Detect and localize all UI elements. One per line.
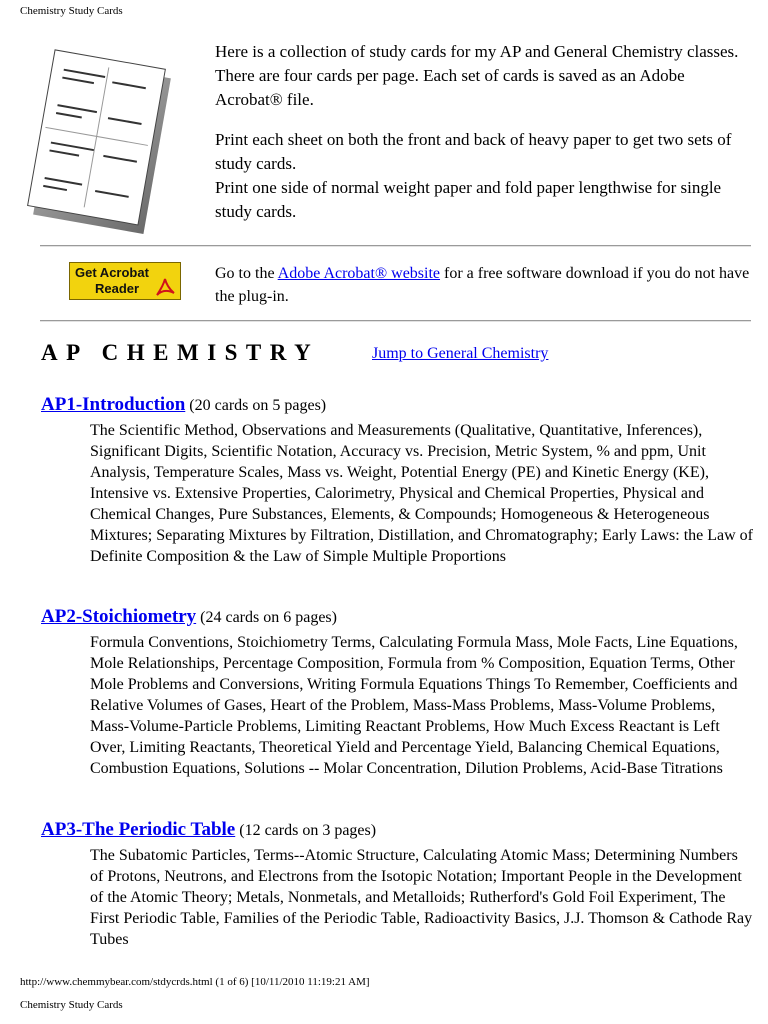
acrobat-badge-line1: Get Acrobat xyxy=(75,265,149,280)
acrobat-note-text-1: Go to the xyxy=(215,265,278,282)
topic-heading xyxy=(41,394,753,417)
topic-description: The Scientific Method, Observations and Measurements (Qualitative, Quantitative, Inferences), Significant Digits, Scientific Notation, Accuracy vs. Precision, Metric System, % and ppm, Unit Analysis, Temperature Scales, Mass vs. Weight, Potential Energy (PE) and Kinetic Energy (KE), Intensive vs. Extensive Properties, Calorimetry, Physical and Chemical Properties, Physical and Chemical Changes, Pure Substances, Elements, & Compounds; Homogeneous & Heterogeneous Mixtures; Separating Mixtures by Filtration, Distillation, and Chromatography; Early Laws: the Law of Definite Composition & the Law of Simple Multiple Proportions xyxy=(90,422,753,565)
topic-link[interactable]: AP3-The Periodic Table xyxy=(41,819,236,840)
topic-description: Formula Conventions, Stoichiometry Terms, Calculating Formula Mass, Mole Facts, Line Equations, Mole Relationships, Percentage Composition, Formula from % Composition, Equation Terms, Other Mole Problems and Conversions, Writing Formula Equations Things To Remember, Coefficients and Relative Volumes of Gases, Heart of the Problem, Mass-Mass Problems, Mass-Volume Problems, Mass-Volume-Particle Problems, Limiting Reactant Problems, How Much Excess Reactant is Left Over, Limiting Reactants, Theoretical Yield and Percentage Yield, Balancing Chemical Equations, Combustion Equations, Solutions -- Molar Concentration, Dilution Problems, Acid-Base Titrations xyxy=(90,634,738,777)
study-cards-document-image xyxy=(14,40,174,240)
section-title-ap-chemistry: AP CHEMISTRY xyxy=(41,340,320,365)
topic-ap2 xyxy=(41,606,753,779)
acrobat-badge-line2: Reader xyxy=(95,281,140,296)
intro-paragraph-1: Here is a collection of study cards for my AP and General Chemistry classes. There are four cards per page. Each set of cards is saved as an Adobe Acrobat® file. xyxy=(215,42,739,109)
adobe-acrobat-website-link[interactable]: Adobe Acrobat® website xyxy=(277,265,441,282)
divider-top xyxy=(40,245,751,247)
topic-heading xyxy=(41,819,753,842)
jump-to-general-chemistry-link[interactable]: Jump to General Chemistry xyxy=(372,345,549,362)
footer-title: Chemistry Study Cards xyxy=(20,999,123,1011)
divider-bottom xyxy=(40,320,751,322)
topic-card-count: (20 cards on 5 pages) xyxy=(189,397,327,414)
topic-ap3 xyxy=(41,819,753,950)
acrobat-logo-icon xyxy=(154,277,176,297)
get-acrobat-reader-button[interactable] xyxy=(69,262,181,300)
acrobat-note xyxy=(215,262,750,308)
acrobat-note-text-2: for a free software download if you do not have the plug-in. xyxy=(215,265,750,305)
intro-paragraph-2: Print each sheet on both the front and back of heavy paper to get two sets of study cards. xyxy=(215,130,732,173)
topic-ap1 xyxy=(41,394,753,567)
topic-link[interactable]: AP2-Stoichiometry xyxy=(41,606,197,627)
topic-heading xyxy=(41,606,753,629)
page-header-title: Chemistry Study Cards xyxy=(20,5,123,17)
topic-card-count: (12 cards on 3 pages) xyxy=(239,822,377,839)
topic-description: The Subatomic Particles, Terms--Atomic Structure, Calculating Atomic Mass; Determining Numbers of Protons, Neutrons, and Electrons from the Isotopic Notation; Important People in the Development of the Atomic Theory; Metals, Nonmetals, and Metalloids; Rutherford's Gold Foil Experiment, The First Periodic Table, Families of the Periodic Table, Radioactivity Basics, J.J. Thomson & Cathode Ray Tubes xyxy=(90,847,753,948)
topic-link[interactable]: AP1-Introduction xyxy=(41,394,186,415)
footer-url: http://www.chemmybear.com/stdycrds.html (1 of 6) [10/11/2010 11:19:21 AM] xyxy=(20,976,370,988)
intro-text xyxy=(215,40,750,224)
topic-card-count: (24 cards on 6 pages) xyxy=(200,609,337,626)
intro-paragraph-3: Print one side of normal weight paper and fold paper lengthwise for single study cards. xyxy=(215,178,722,221)
